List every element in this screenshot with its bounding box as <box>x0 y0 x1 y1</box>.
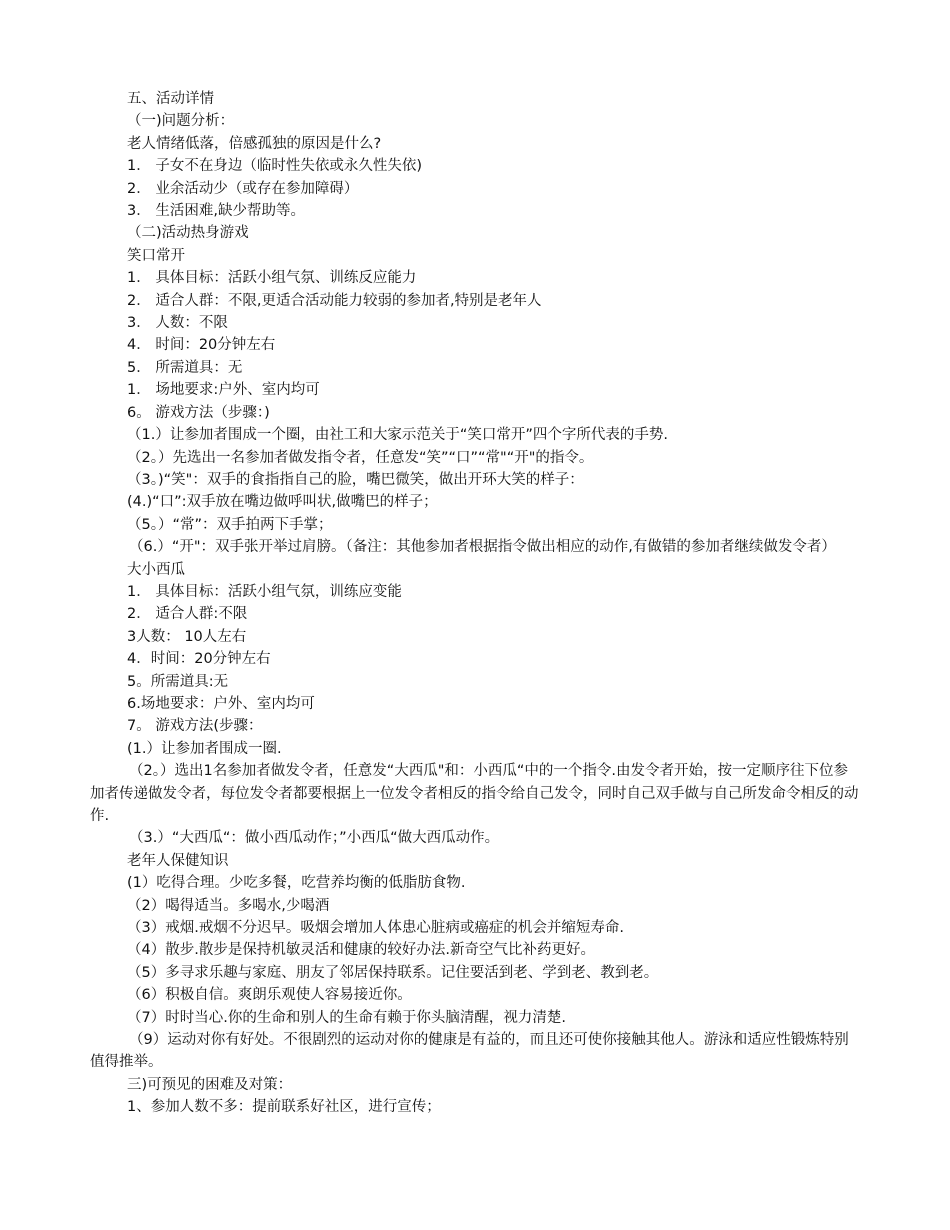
text-line: 大小西瓜 <box>127 561 185 578</box>
text-line: 5。所需道具:无 <box>127 673 229 690</box>
text-line: （4）散步.散步是保持机敏灵活和健康的较好办法.新奇空气比补药更好。 <box>127 942 595 959</box>
text-line: （2）喝得适当。多喝水,少喝酒 <box>127 897 330 914</box>
text-line: （9）运动对你有好处。不很剧烈的运动对你的健康是有益的，而且还可使你接触其他人。游泳和适应性锻炼特别值得推举。 <box>90 1032 849 1071</box>
text-line: （7）时时当心.你的生命和别人的生命有赖于你头脑清醒，视力清楚. <box>127 1009 566 1026</box>
text-line: 老年人保健知识 <box>127 852 229 869</box>
text-line: （5）多寻求乐趣与家庭、朋友了邻居保持联系。记住要活到老、学到老、教到老。 <box>127 964 659 981</box>
text-line: （6）积极自信。爽朗乐观使人容易接近你。 <box>127 987 412 1004</box>
text-line: (1.）让参加者围成一圈. <box>127 740 282 757</box>
text-line: 1． 子女不在身边（临时性失依或永久性失依) <box>127 158 422 175</box>
text-line: 老人情绪低落，倍感孤独的原因是什么? <box>127 135 382 152</box>
text-line: （6.）“开"：双手张开举过肩膀。（备注：其他参加者根据指令做出相应的动作,有做错的参加者继续做发令者） <box>129 539 836 556</box>
text-line: 6。 游戏方法（步骤：) <box>127 404 270 421</box>
text-line: 1． 具体目标：活跃小组气氛，训练应变能 <box>127 583 402 600</box>
text-line: 1． 具体目标：活跃小组气氛、训练反应能力 <box>127 270 417 287</box>
text-line: 4． 时间：20分钟左右 <box>127 337 276 354</box>
text-line: 笑口常开 <box>127 247 185 264</box>
text-line: 7。 游戏方法(步骤： <box>127 718 263 735</box>
text-line: （2。）先选出一名参加者做发指令者，任意发“笑”“口”“常"“开"的指令。 <box>127 449 594 466</box>
text-line: 3人数： 10人左右 <box>127 628 247 645</box>
text-line: (4.)“口”:双手放在嘴边做呼叫状,做嘴巴的样子； <box>127 494 438 511</box>
text-line: 2． 业余活动少（或存在参加障碍） <box>127 180 359 197</box>
text-line: （2。）选出1名参加者做发令者，任意发“大西瓜"和：小西瓜“中的一个指令.由发令者开始，按一定顺序往下位参加者传递做发令者，每位发令者都要根据上一位发令者相反的指令给自己发令，同时自己双手做与自己所发命令相反的动作. <box>90 763 859 824</box>
text-line: 1． 场地要求:户外、室内均可 <box>127 382 320 399</box>
text-line: 3． 人数：不限 <box>127 315 228 332</box>
text-line: 1、参加人数不多：提前联系好社区，进行宣传； <box>127 1099 441 1116</box>
text-line: （一)问题分析： <box>127 113 235 130</box>
text-line: （3。)“笑"：双手的食指指自己的脸，嘴巴微笑，做出开环大笑的样子： <box>127 471 584 488</box>
text-line: 2． 适合人群:不限 <box>127 606 248 623</box>
text-line: 4．时间：20分钟左右 <box>127 651 271 668</box>
text-line: （二)活动热身游戏 <box>127 225 249 242</box>
text-line: （5。）“常”：双手拍两下手掌； <box>127 516 333 533</box>
text-line: 2． 适合人群：不限,更适合活动能力较弱的参加者,特别是老年人 <box>127 292 542 309</box>
text-line: (1）吃得合理。少吃多餐，吃营养均衡的低脂肪食物. <box>127 875 466 892</box>
text-line: （1.）让参加者围成一个圈，由社工和大家示范关于“笑口常开”四个字所代表的手势. <box>127 427 668 444</box>
text-line: 3． 生活困难,缺少帮助等。 <box>127 203 305 220</box>
text-line: 三)可预见的困难及对策： <box>127 1076 293 1093</box>
document-body <box>90 88 860 1119</box>
text-line: 6.场地要求：户外、室内均可 <box>127 695 315 712</box>
text-line: 五、活动详情 <box>127 91 214 107</box>
text-line: 5． 所需道具：无 <box>127 359 243 376</box>
text-line: （3.）“大西瓜“：做小西瓜动作；”小西瓜“做大西瓜动作。 <box>129 830 500 847</box>
text-line: （3）戒烟.戒烟不分迟早。吸烟会增加人体患心脏病或癌症的机会并缩短寿命. <box>127 920 624 937</box>
